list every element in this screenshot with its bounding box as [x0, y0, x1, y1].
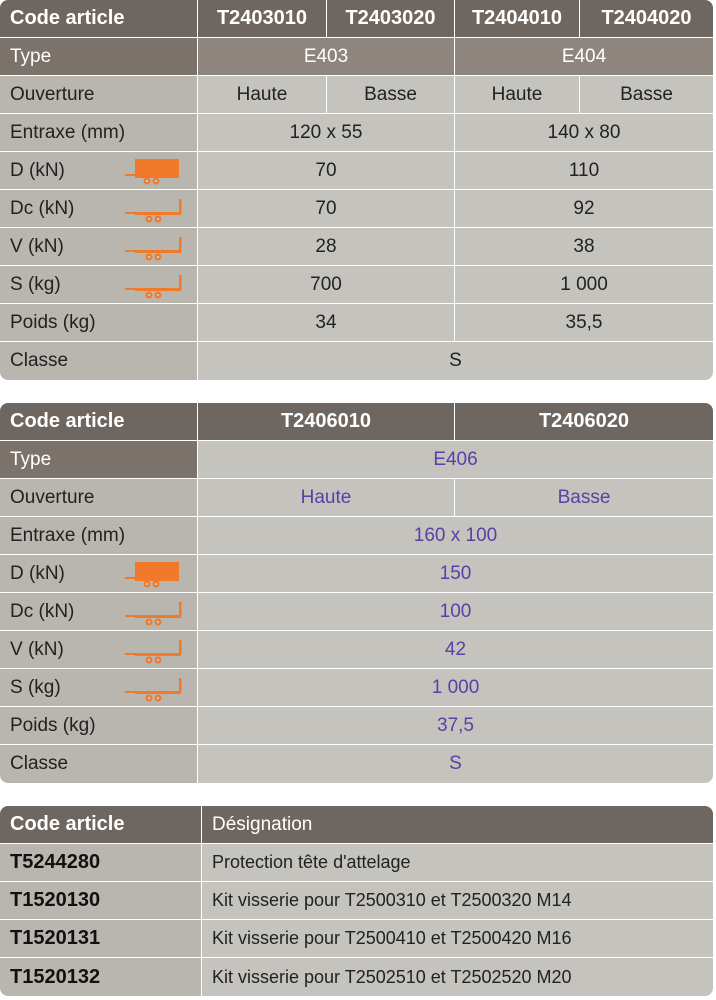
row-label-entraxe: Entraxe (mm) — [0, 517, 198, 555]
accessory-code: T1520130 — [0, 882, 202, 920]
header-code: T2403010 — [198, 0, 327, 38]
trailer-flat-icon — [125, 195, 183, 223]
dc-value: 100 — [198, 593, 713, 631]
header-code: T2406020 — [455, 403, 713, 441]
label-text: Dc (kN) — [10, 600, 75, 622]
accessory-code: T1520131 — [0, 920, 202, 958]
trailer-flat-icon — [125, 674, 183, 702]
accessory-designation: Kit visserie pour T2500310 et T2500320 M14 — [202, 882, 713, 920]
row-label-d — [0, 152, 198, 190]
accessory-designation: Kit visserie pour T2500410 et T2500420 M16 — [202, 920, 713, 958]
header-code: T2406010 — [198, 403, 455, 441]
classe-value: S — [198, 342, 713, 380]
s-value: 1 000 — [198, 669, 713, 707]
row-label-ouverture: Ouverture — [0, 479, 198, 517]
v-value: 42 — [198, 631, 713, 669]
row-label-v — [0, 228, 198, 266]
trailer-flat-icon — [125, 233, 183, 261]
row-label-poids: Poids (kg) — [0, 304, 198, 342]
label-text: V (kN) — [10, 638, 64, 660]
trailer-flat-icon — [125, 271, 183, 299]
header-code-article: Code article — [0, 403, 198, 441]
trailer-flat-icon — [125, 598, 183, 626]
row-label-ouverture: Ouverture — [0, 76, 198, 114]
accessories-table — [0, 806, 713, 996]
ouverture-value: Basse — [455, 479, 713, 517]
row-label-classe: Classe — [0, 745, 198, 783]
trailer-flat-icon — [125, 636, 183, 664]
header-code-article: Code article — [0, 0, 198, 38]
ouverture-value: Haute — [455, 76, 580, 114]
specs-table-e406 — [0, 403, 713, 783]
poids-value: 37,5 — [198, 707, 713, 745]
label-text: Dc (kN) — [10, 197, 75, 219]
header-designation: Désignation — [202, 806, 713, 844]
classe-value: S — [198, 745, 713, 783]
dc-value: 70 — [198, 190, 455, 228]
label-text: D (kN) — [10, 562, 65, 584]
accessory-code: T1520132 — [0, 958, 202, 996]
row-label-s — [0, 266, 198, 304]
poids-value: 35,5 — [455, 304, 713, 342]
header-code: T2403020 — [327, 0, 455, 38]
trailer-box-icon — [125, 157, 183, 185]
accessory-code: T5244280 — [0, 844, 202, 882]
ouverture-value: Basse — [580, 76, 713, 114]
label-text: D (kN) — [10, 159, 65, 181]
row-label-classe: Classe — [0, 342, 198, 380]
poids-value: 34 — [198, 304, 455, 342]
entraxe-value: 120 x 55 — [198, 114, 455, 152]
header-code-article: Code article — [0, 806, 202, 844]
accessory-designation: Kit visserie pour T2502510 et T2502520 M20 — [202, 958, 713, 996]
accessory-designation: Protection tête d'attelage — [202, 844, 713, 882]
s-value: 1 000 — [455, 266, 713, 304]
row-label-type: Type — [0, 38, 198, 76]
row-label-dc — [0, 190, 198, 228]
label-text: S (kg) — [10, 273, 61, 295]
row-label-s — [0, 669, 198, 707]
ouverture-value: Basse — [327, 76, 455, 114]
type-value: E406 — [198, 441, 713, 479]
header-code: T2404020 — [580, 0, 713, 38]
label-text: V (kN) — [10, 235, 64, 257]
header-code: T2404010 — [455, 0, 580, 38]
entraxe-value: 160 x 100 — [198, 517, 713, 555]
v-value: 28 — [198, 228, 455, 266]
row-label-d — [0, 555, 198, 593]
row-label-v — [0, 631, 198, 669]
row-label-dc — [0, 593, 198, 631]
trailer-box-icon — [125, 560, 183, 588]
row-label-poids: Poids (kg) — [0, 707, 198, 745]
row-label-entraxe: Entraxe (mm) — [0, 114, 198, 152]
ouverture-value: Haute — [198, 76, 327, 114]
dc-value: 92 — [455, 190, 713, 228]
specs-table-e403-e404 — [0, 0, 713, 380]
d-value: 110 — [455, 152, 713, 190]
type-value: E403 — [198, 38, 455, 76]
s-value: 700 — [198, 266, 455, 304]
label-text: S (kg) — [10, 676, 61, 698]
type-value: E404 — [455, 38, 713, 76]
v-value: 38 — [455, 228, 713, 266]
entraxe-value: 140 x 80 — [455, 114, 713, 152]
ouverture-value: Haute — [198, 479, 455, 517]
d-value: 70 — [198, 152, 455, 190]
d-value: 150 — [198, 555, 713, 593]
row-label-type: Type — [0, 441, 198, 479]
